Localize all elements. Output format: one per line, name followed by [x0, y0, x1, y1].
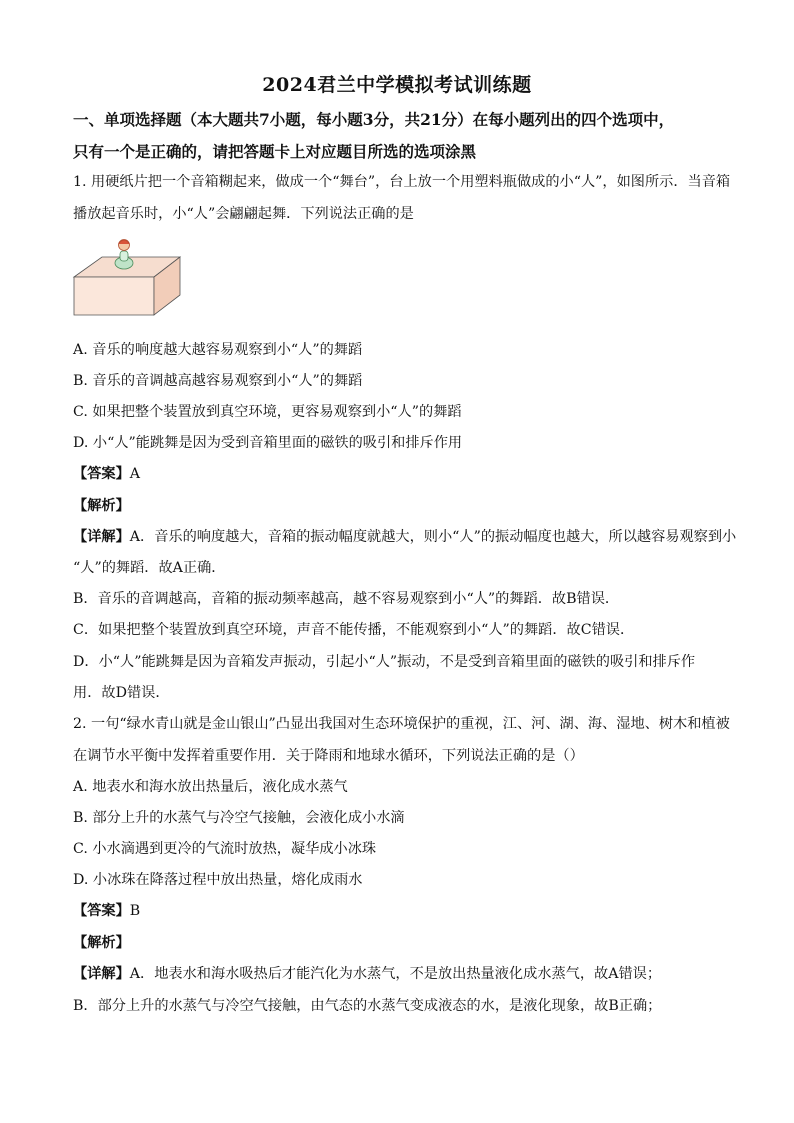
q2-answer-tag: 【答案】 — [73, 903, 130, 919]
speaker-stage-figure — [72, 235, 182, 320]
q2-detail-line-2: B．部分上升的水蒸气与冷空气接触，由气态的水蒸气变成液态的水，是液化现象，故B正确； — [73, 998, 662, 1014]
q1-detail-text-1: A．音乐的响度越大，音箱的振动幅度就越大，则小“人”的振动幅度也越大，所以越容易观察到小 — [129, 529, 737, 545]
q2-option-a: A. 地表水和海水放出热量后，液化成水蒸气 — [73, 779, 348, 795]
q1-analysis-tag: 【解析】 — [73, 498, 130, 514]
q2-answer-row — [73, 900, 140, 920]
q1-answer-value: A — [129, 466, 141, 482]
q1-detail-line-3: B．音乐的音调越高，音箱的振动频率越高，越不容易观察到小“人”的舞蹈．故B错误． — [73, 591, 620, 607]
q2-detail-tag: 【详解】 — [73, 966, 130, 982]
section-heading-line-1: 一、单项选择题（本大题共7小题，每小题3分，共21分）在每小题列出的四个选项中， — [73, 110, 675, 129]
q1-detail-tag: 【详解】 — [73, 529, 130, 545]
q2-answer-value: B — [129, 903, 141, 919]
page-title: 2024君兰中学模拟考试训练题 — [262, 74, 532, 96]
q1-detail-line-5: D．小“人”能跳舞是因为音箱发声振动，引起小“人”振动，不是受到音箱里面的磁铁的吸引和排斥作 — [73, 654, 696, 670]
q2-option-c: C. 小水滴遇到更冷的气流时放热，凝华成小冰珠 — [73, 841, 377, 857]
q2-stem-line-2: 在调节水平衡中发挥着重要作用．关于降雨和地球水循环，下列说法正确的是（） — [73, 748, 584, 764]
q1-detail-line-1 — [73, 526, 736, 546]
q1-option-b: B. 音乐的音调越高越容易观察到小“人”的舞蹈 — [73, 373, 363, 389]
q1-detail-line-6: 用．故D错误． — [73, 685, 170, 701]
section-heading-line-2: 只有一个是正确的，请把答题卡上对应题目所选的选项涂黑 — [73, 142, 477, 161]
q2-detail-text-1: A．地表水和海水吸热后才能汽化为水蒸气，不是放出热量液化成水蒸气，故A错误； — [129, 966, 662, 982]
q1-option-d: D. 小“人”能跳舞是因为受到音箱里面的磁铁的吸引和排斥作用 — [73, 435, 463, 451]
q1-detail-line-4: C．如果把整个装置放到真空环境，声音不能传播，不能观察到小“人”的舞蹈．故C错误． — [73, 622, 635, 638]
q2-option-d: D. 小冰珠在降落过程中放出热量，熔化成雨水 — [73, 872, 363, 888]
q1-answer-row — [73, 463, 140, 483]
q1-option-c: C. 如果把整个装置放到真空环境，更容易观察到小“人”的舞蹈 — [73, 404, 462, 420]
q1-answer-tag: 【答案】 — [73, 466, 130, 482]
q2-detail-line-1 — [73, 963, 661, 983]
q1-detail-line-2: “人”的舞蹈．故A正确． — [73, 560, 226, 576]
q1-stem-line-2: 播放起音乐时，小“人”会翩翩起舞．下列说法正确的是 — [73, 206, 414, 222]
q2-stem-line-1: 2. 一句“绿水青山就是金山银山”凸显出我国对生态环境保护的重视，江、河、湖、海、湿地、树木和植被 — [73, 716, 730, 732]
q2-analysis-tag: 【解析】 — [73, 935, 130, 951]
q1-option-a: A. 音乐的响度越大越容易观察到小“人”的舞蹈 — [73, 342, 363, 358]
q1-stem-line-1: 1. 用硬纸片把一个音箱糊起来，做成一个“舞台”，台上放一个用塑料瓶做成的小“人”，如图所示．当音箱 — [73, 174, 731, 190]
q2-option-b: B. 部分上升的水蒸气与冷空气接触，会液化成小水滴 — [73, 810, 405, 826]
